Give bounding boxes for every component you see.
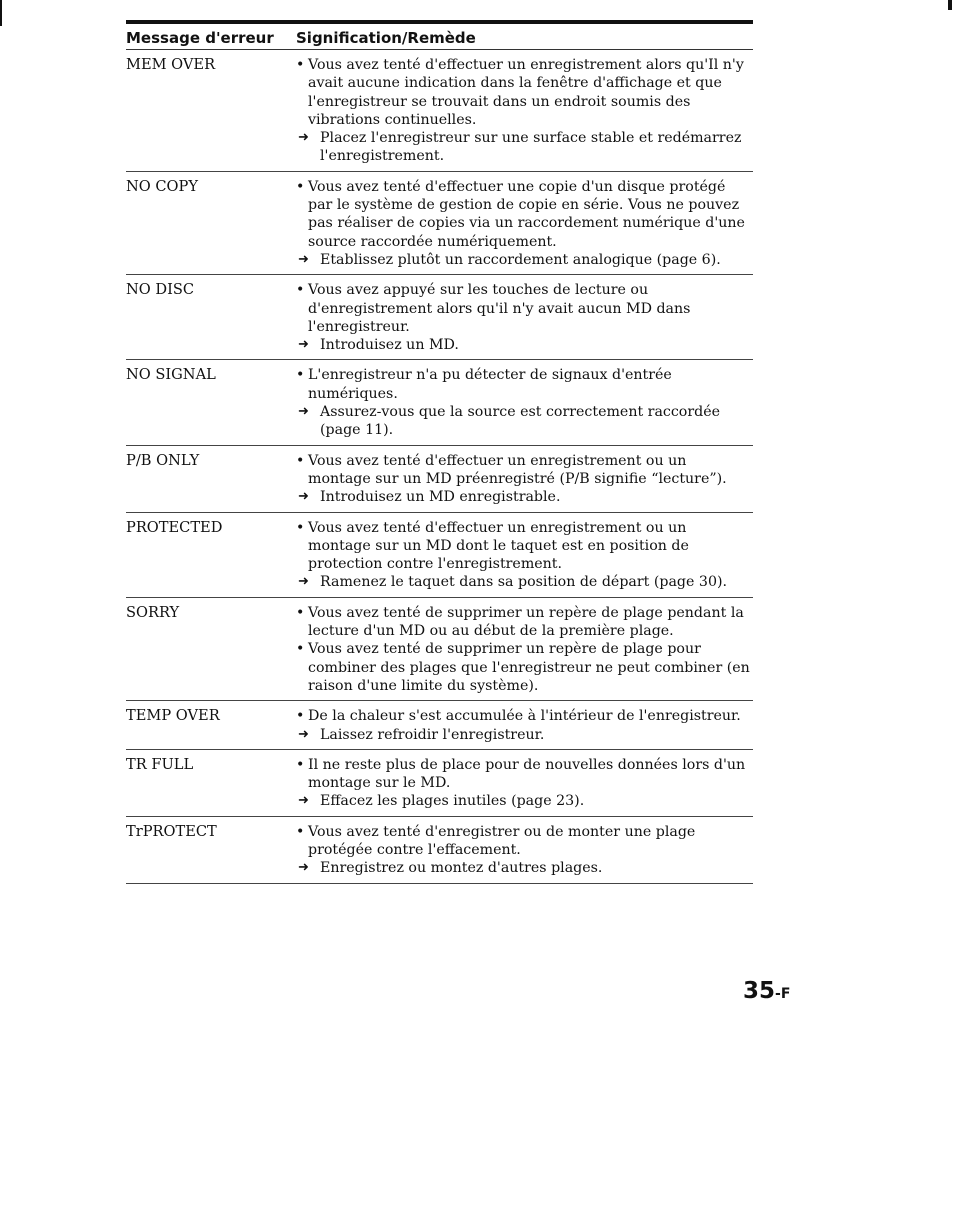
remedy-text: Placez l'enregistreur sur une surface stable et redémarrez l'enregistrement. <box>320 130 742 165</box>
bullet-icon: • <box>296 604 305 621</box>
cause-item <box>296 640 753 695</box>
table-row <box>126 360 753 445</box>
arrow-right-icon: ➜ <box>298 793 309 809</box>
error-description <box>296 56 753 166</box>
remedy-item <box>296 251 753 269</box>
cause-item <box>296 823 753 860</box>
error-description <box>296 366 753 439</box>
bullet-icon: • <box>296 756 305 773</box>
cause-text: Vous avez tenté de supprimer un repère de plage pendant la lecture d'un MD ou au début de la première plage. <box>308 604 744 640</box>
cause-item <box>296 519 753 574</box>
bullet-icon: • <box>296 57 305 73</box>
error-code: TEMP OVER <box>126 707 220 725</box>
error-code: P/B ONLY <box>126 451 200 469</box>
error-description <box>296 178 753 269</box>
bullet-icon: • <box>296 367 305 384</box>
table-row <box>126 172 753 275</box>
error-description <box>296 604 753 695</box>
table-header <box>126 24 753 50</box>
arrow-right-icon: ➜ <box>298 337 309 353</box>
bullet-icon: • <box>296 282 305 299</box>
cause-item <box>296 281 753 336</box>
cause-item <box>296 707 753 725</box>
error-code: MEM OVER <box>126 56 216 73</box>
remedy-text: Enregistrez ou montez d'autres plages. <box>320 860 603 877</box>
header-message: Message d'erreur <box>126 29 274 47</box>
error-description <box>296 281 753 354</box>
remedy-text: Effacez les plages inutiles (page 23). <box>320 793 585 810</box>
arrow-right-icon: ➜ <box>298 489 309 505</box>
remedy-text: Introduisez un MD. <box>320 337 459 354</box>
remedy-text: Etablissez plutôt un raccordement analogique (page 6). <box>320 251 721 268</box>
error-code: NO COPY <box>126 177 198 195</box>
remedy-item <box>296 859 753 877</box>
remedy-item <box>296 336 753 354</box>
cause-item <box>296 56 753 129</box>
cause-text: Vous avez tenté d'effectuer un enregistrement ou un montage sur un MD préenregistré (P/B signifie “lecture”). <box>308 452 727 487</box>
error-message-table <box>126 20 753 884</box>
cause-text: Vous avez tenté d'enregistrer ou de monter une plage protégée contre l'effacement. <box>308 823 696 858</box>
arrow-right-icon: ➜ <box>298 404 309 420</box>
page-number-suffix: -F <box>775 986 791 1002</box>
table-row <box>126 701 753 750</box>
cause-item <box>296 604 753 641</box>
error-description <box>296 519 753 592</box>
arrow-right-icon: ➜ <box>298 574 309 590</box>
remedy-text: Ramenez le taquet dans sa position de départ (page 30). <box>320 574 728 591</box>
scan-edge-mark-right <box>948 0 952 10</box>
error-description <box>296 707 753 744</box>
cause-text: Vous avez tenté d'effectuer une copie d'un disque protégé par le système de gestion de copie en série. Vous ne pouvez pas réaliser de copies via un raccordement numérique d'une source raccordée numériquement. <box>308 178 745 250</box>
error-description <box>296 756 753 811</box>
error-code: NO SIGNAL <box>126 366 216 384</box>
bullet-icon: • <box>296 452 305 469</box>
error-description <box>296 452 753 507</box>
bullet-icon: • <box>296 519 305 536</box>
table-row <box>126 275 753 360</box>
page-number <box>743 978 790 1004</box>
remedy-item <box>296 403 753 440</box>
cause-text: De la chaleur s'est accumulée à l'intérieur de l'enregistreur. <box>308 708 741 725</box>
bullet-icon: • <box>296 641 305 658</box>
cause-item <box>296 756 753 793</box>
cause-text: Vous avez tenté d'effectuer un enregistrement ou un montage sur un MD dont le taquet est en position de protection contre l'enregistrement. <box>308 519 689 573</box>
cause-text: Il ne reste plus de place pour de nouvelles données lors d'un montage sur le MD. <box>308 756 746 792</box>
error-code: TR FULL <box>126 755 194 773</box>
remedy-text: Laissez refroidir l'enregistreur. <box>320 726 545 743</box>
table-row <box>126 750 753 817</box>
table-body <box>126 50 753 884</box>
table-row <box>126 817 753 884</box>
remedy-item <box>296 573 753 591</box>
error-code: PROTECTED <box>126 518 223 536</box>
error-code: TrPROTECT <box>126 822 217 840</box>
bullet-icon: • <box>296 178 305 195</box>
remedy-text: Introduisez un MD enregistrable. <box>320 489 561 506</box>
table-row <box>126 50 753 172</box>
remedy-item <box>296 792 753 810</box>
bullet-icon: • <box>296 708 305 725</box>
cause-item <box>296 366 753 403</box>
remedy-text: Assurez-vous que la source est correctement raccordée (page 11). <box>320 404 721 439</box>
cause-item <box>296 178 753 251</box>
page-number-value: 35 <box>743 978 776 1004</box>
cause-text: L'enregistreur n'a pu détecter de signaux d'entrée numériques. <box>308 367 672 402</box>
cause-text: Vous avez tenté d'effectuer un enregistrement alors qu'Il n'y avait aucune indication dans la fenêtre d'affichage et que l'enregistreur se trouvait dans un endroit soumis des vibrations continuelles. <box>308 57 744 128</box>
arrow-right-icon: ➜ <box>298 860 309 876</box>
arrow-right-icon: ➜ <box>298 726 309 742</box>
remedy-item <box>296 129 753 166</box>
arrow-right-icon: ➜ <box>298 130 309 146</box>
remedy-item <box>296 488 753 506</box>
error-code: SORRY <box>126 603 180 621</box>
table-row <box>126 513 753 598</box>
table-row <box>126 446 753 513</box>
cause-text: Vous avez appuyé sur les touches de lecture ou d'enregistrement alors qu'il n'y avait aucun MD dans l'enregistreur. <box>308 282 691 335</box>
bullet-icon: • <box>296 823 305 840</box>
scan-edge-mark-left <box>0 0 2 26</box>
arrow-right-icon: ➜ <box>298 251 309 267</box>
cause-item <box>296 452 753 489</box>
header-meaning: Signification/Remède <box>296 29 476 47</box>
error-code: NO DISC <box>126 281 195 299</box>
error-description <box>296 823 753 878</box>
remedy-item <box>296 726 753 744</box>
cause-text: Vous avez tenté de supprimer un repère de plage pour combiner des plages que l'enregistreur ne peut combiner (en raison d'une limite du système). <box>308 641 750 694</box>
table-row <box>126 598 753 701</box>
